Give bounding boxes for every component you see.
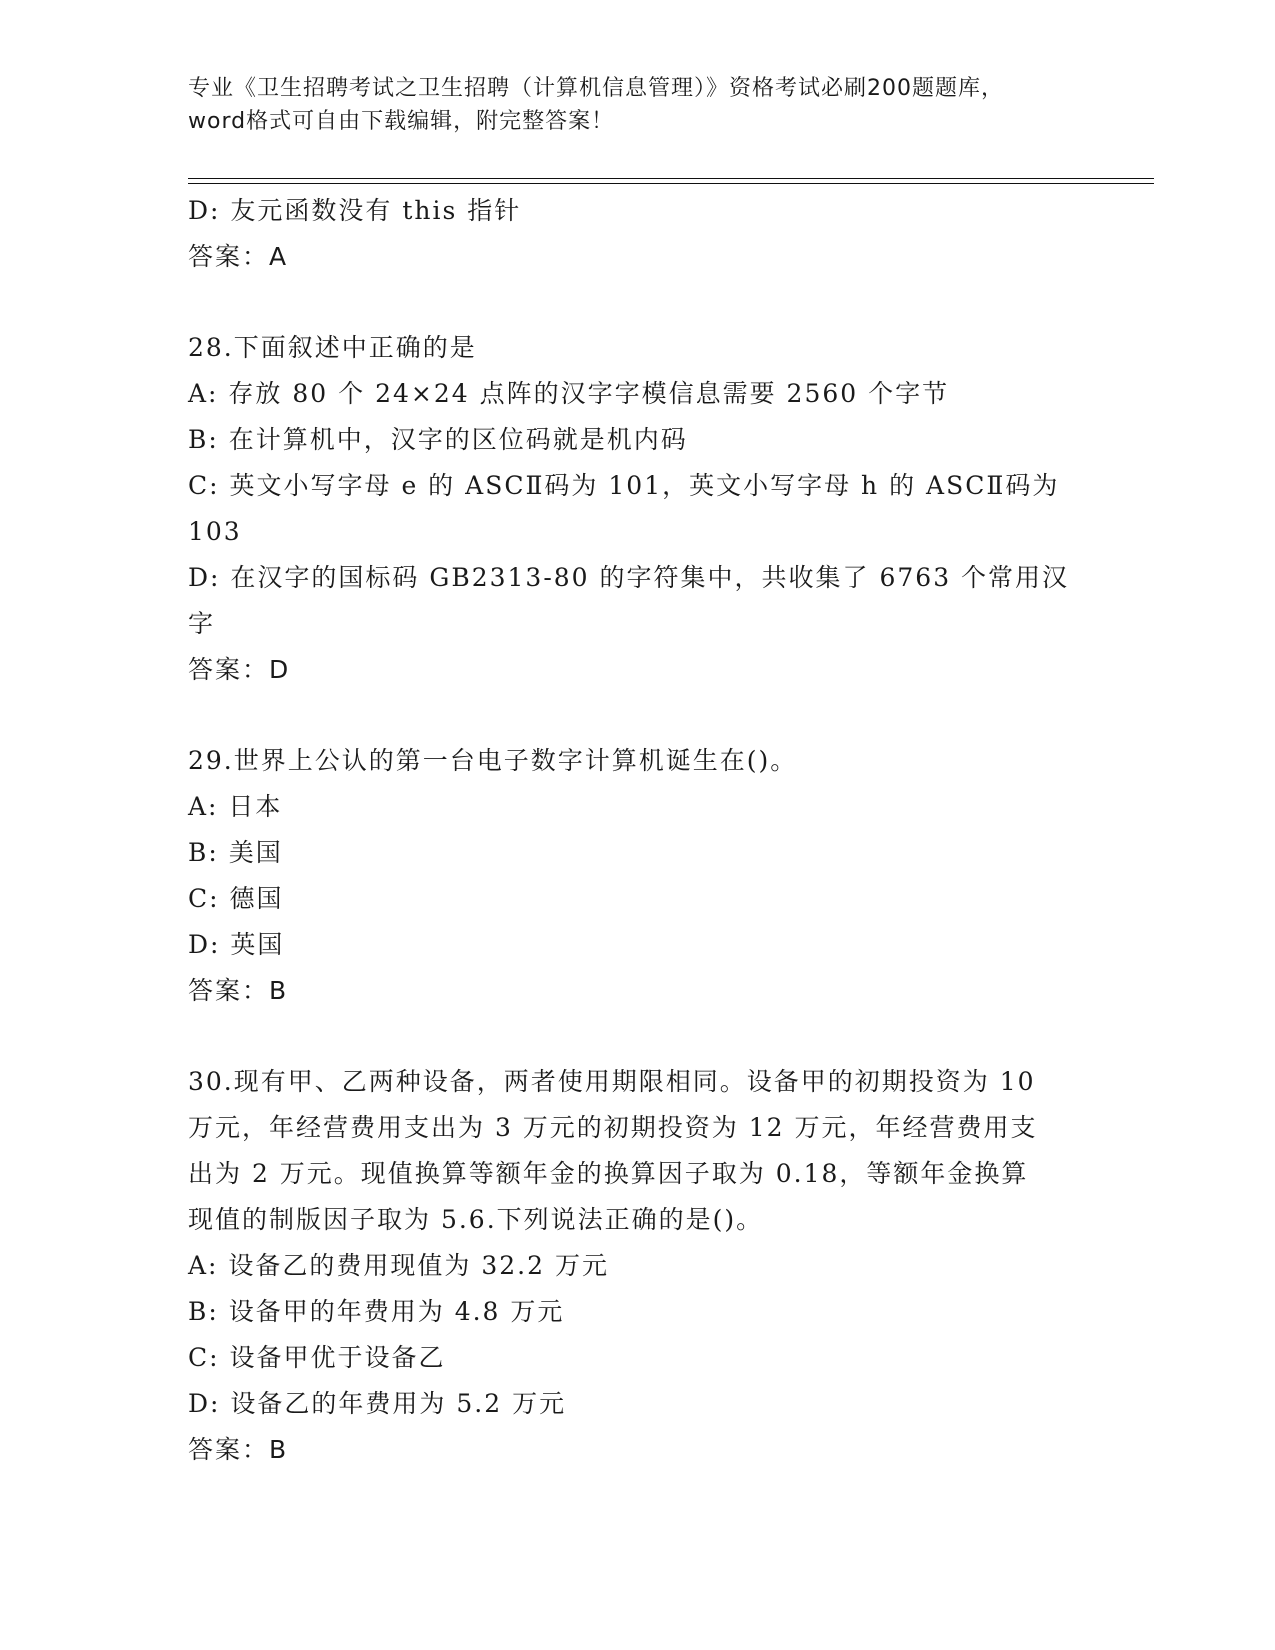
- document-header: [188, 72, 1108, 138]
- q27-option-d: D: 友元函数没有 this 指针: [188, 196, 522, 225]
- question-30: [188, 1059, 1088, 1473]
- q30-option-d: D: 设备乙的年费用为 5.2 万元: [188, 1389, 567, 1418]
- q29-option-c: C: 德国: [188, 884, 284, 913]
- q30-answer: 答案：B: [188, 1435, 289, 1464]
- q30-option-b: B: 设备甲的年费用为 4.8 万元: [188, 1297, 565, 1326]
- q29-option-a: A: 日本: [188, 792, 283, 821]
- q28-question: 28.下面叙述中正确的是: [188, 333, 477, 362]
- header-title-line-1: 专业《卫生招聘考试之卫生招聘（计算机信息管理）》资格考试必刷200题题库，: [188, 76, 1004, 101]
- spacer: [188, 693, 1088, 738]
- q28-option-c-line-1: C: 英文小写字母 e 的 ASCⅡ码为 101，英文小写字母 h 的 ASCⅡ码为: [188, 471, 1060, 500]
- q27-answer: 答案：A: [188, 242, 289, 271]
- spacer: [188, 1014, 1088, 1059]
- question-list: [188, 188, 1088, 1473]
- q28-option-d-line-1: D: 在汉字的国标码 GB2313-80 的字符集中，共收集了 6763 个常用汉: [188, 563, 1070, 592]
- q28-option-b: B: 在计算机中，汉字的区位码就是机内码: [188, 425, 688, 454]
- q28-option-a: A: 存放 80 个 24×24 点阵的汉字字模信息需要 2560 个字节: [188, 379, 950, 408]
- q30-question-line-1: 30.现有甲、乙两种设备，两者使用期限相同。设备甲的初期投资为 10: [188, 1067, 1036, 1096]
- q30-question-line-4: 现值的制版因子取为 5.6.下列说法正确的是()。: [188, 1205, 764, 1234]
- q30-question-line-3: 出为 2 万元。现值换算等额年金的换算因子取为 0.18，等额年金换算: [188, 1159, 1029, 1188]
- q30-question-line-2: 万元，年经营费用支出为 3 万元的初期投资为 12 万元，年经营费用支: [188, 1113, 1038, 1142]
- q29-question: 29.世界上公认的第一台电子数字计算机诞生在()。: [188, 746, 798, 775]
- q28-answer: 答案：D: [188, 655, 291, 684]
- q30-option-a: A: 设备乙的费用现值为 32.2 万元: [188, 1251, 609, 1280]
- spacer: [188, 280, 1088, 325]
- header-title-line-2: word格式可自由下载编辑，附完整答案！: [188, 109, 615, 134]
- question-28: [188, 325, 1088, 693]
- question-27-tail: [188, 188, 1088, 280]
- question-29: [188, 738, 1088, 1014]
- q29-answer: 答案：B: [188, 976, 289, 1005]
- header-divider-top: [188, 178, 1154, 179]
- q30-option-c: C: 设备甲优于设备乙: [188, 1343, 446, 1372]
- q29-option-b: B: 美国: [188, 838, 283, 867]
- header-divider-bottom: [188, 183, 1154, 184]
- q28-option-d-line-2: 字: [188, 609, 216, 638]
- q28-option-c-line-2: 103: [188, 517, 242, 546]
- q29-option-d: D: 英国: [188, 930, 285, 959]
